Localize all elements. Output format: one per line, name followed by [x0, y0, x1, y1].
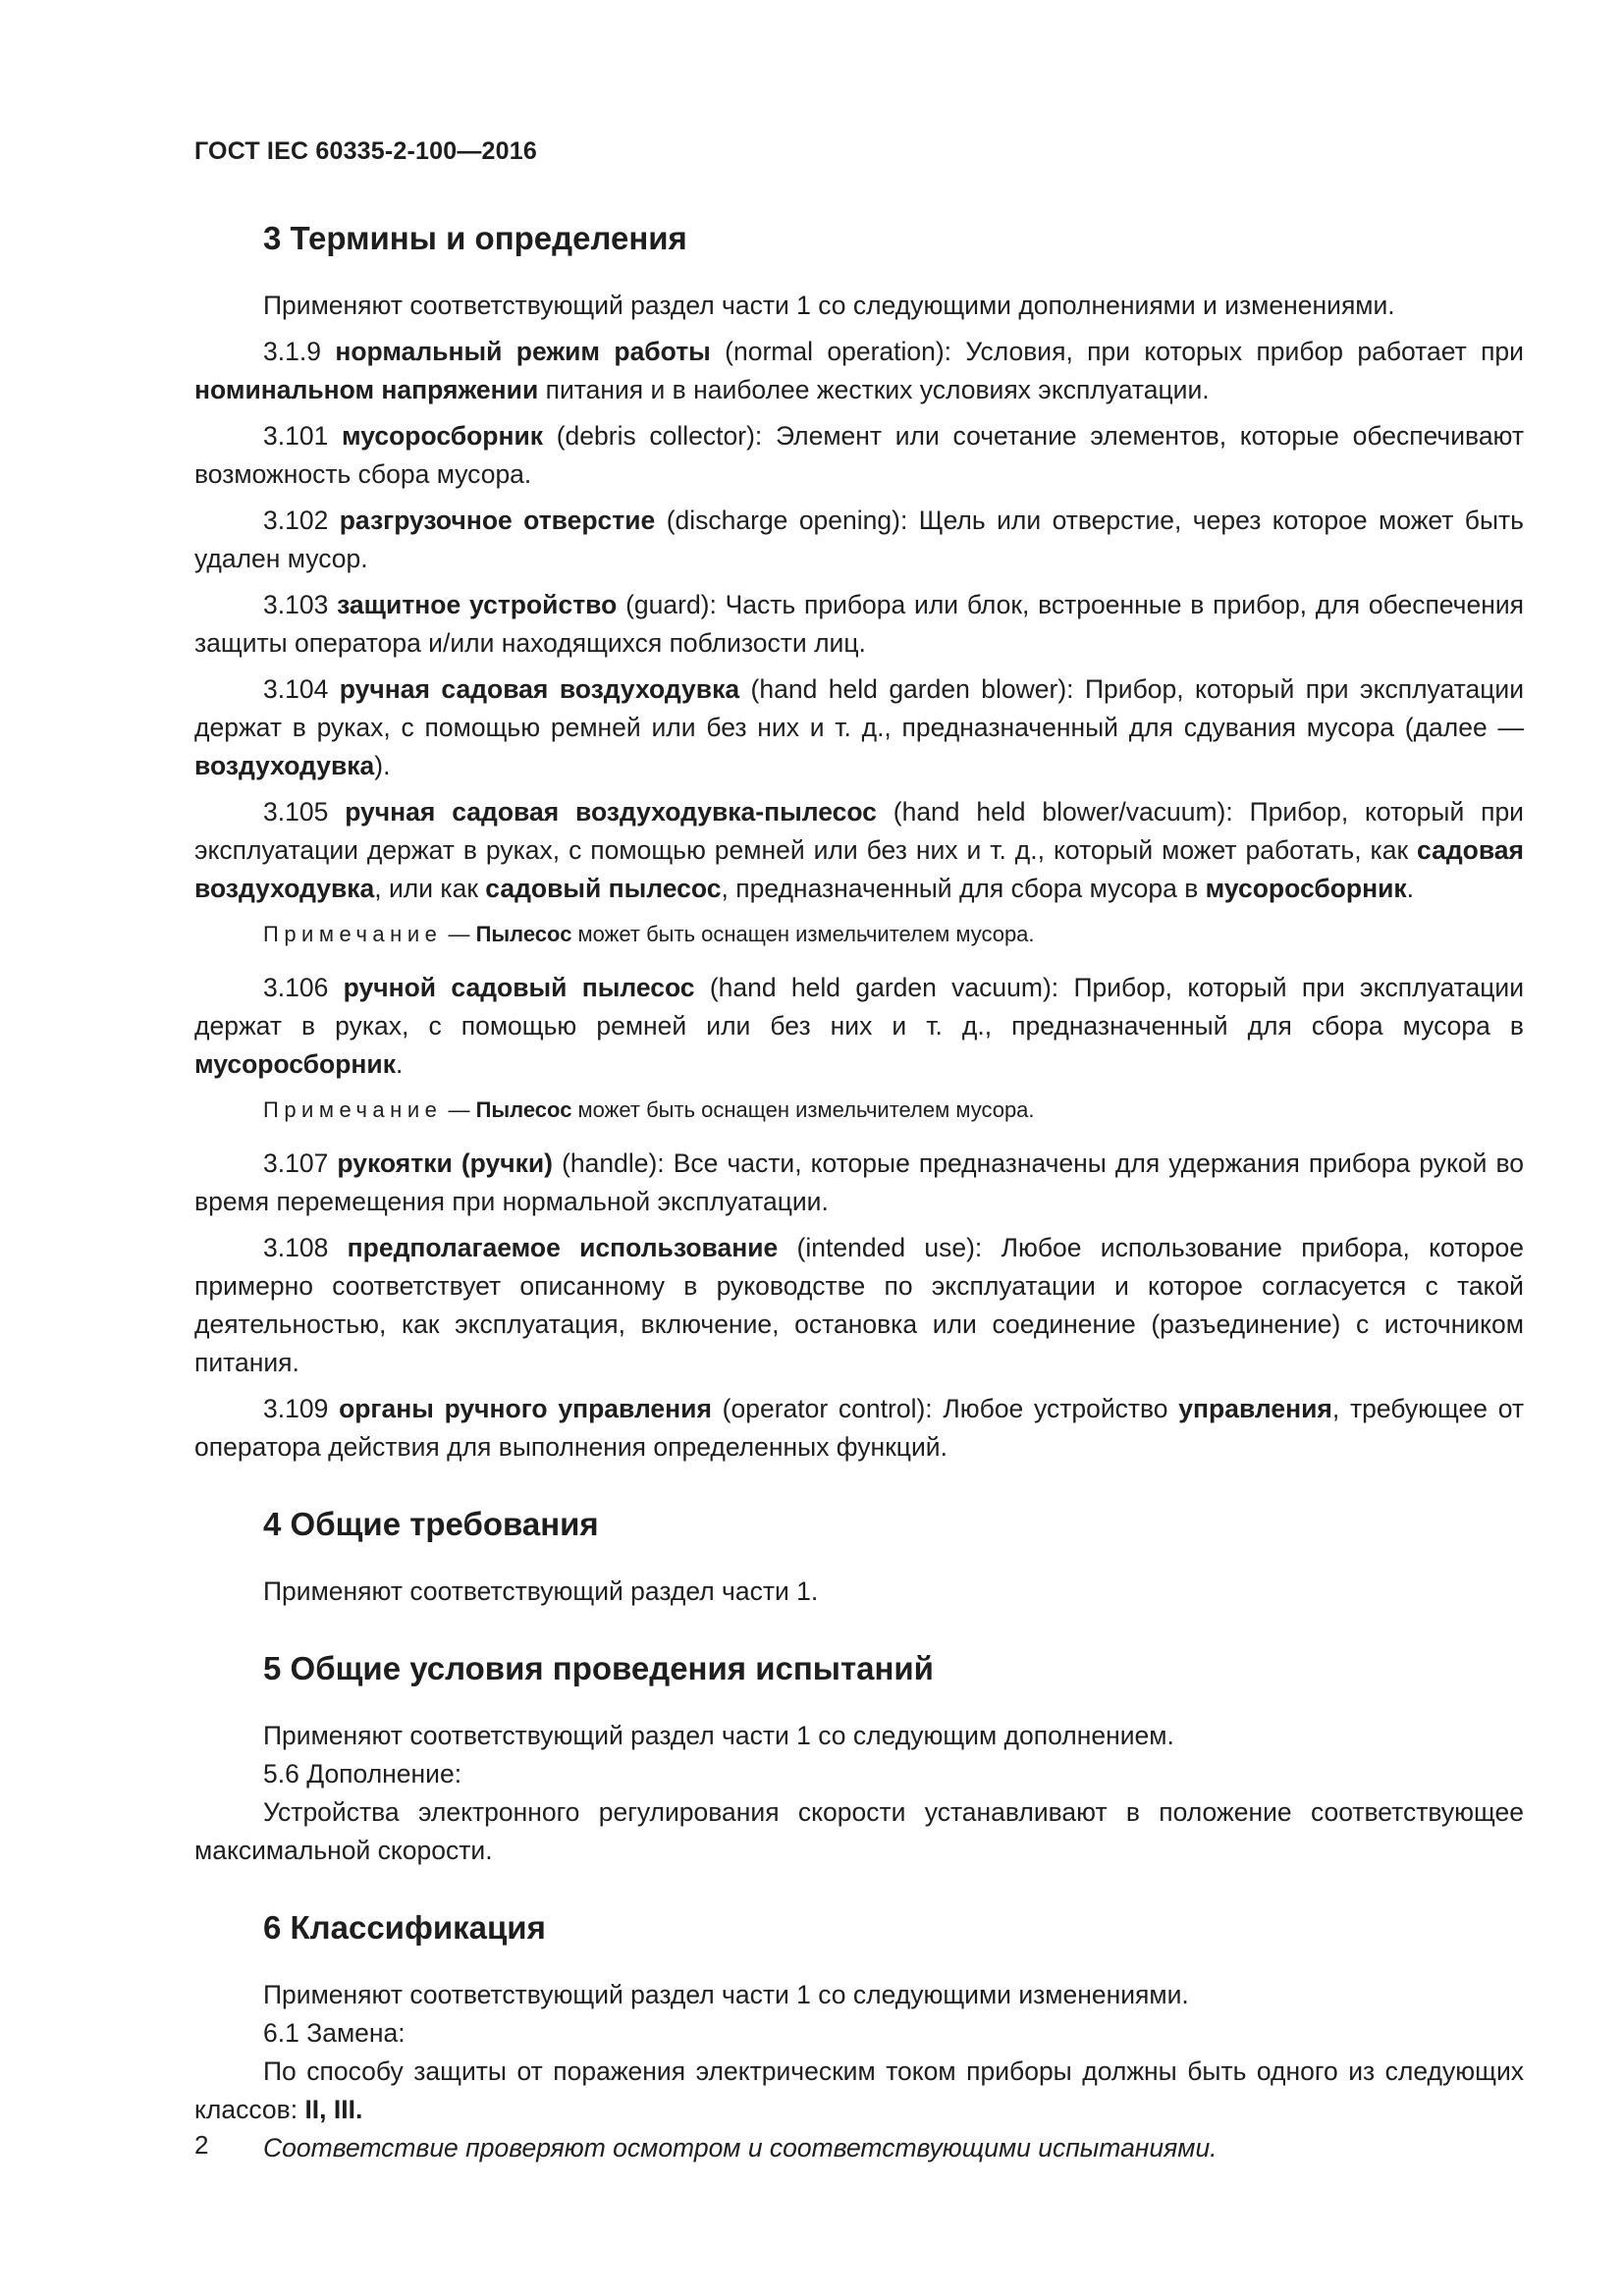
section-5 [194, 1650, 1524, 1870]
note-text: может быть оснащен измельчителем мусора. [571, 1097, 1035, 1122]
note-dash: — [442, 1097, 476, 1122]
term-text: , предназначенный для сбора мусора в [721, 874, 1206, 903]
term-text: (handle): Все части, которые предназначены для удержания прибора рукой во время перемещения при нормальной эксплуатации. [194, 1148, 1524, 1216]
term-text: (guard): Часть прибора или блок, встроенные в прибор, для обеспечения защиты оператора и/или находящихся поблизости лиц. [194, 590, 1524, 658]
term-3-108 [194, 1229, 1524, 1382]
section-6-1-text [194, 2053, 1524, 2129]
term-number: 3.104 [263, 674, 329, 704]
term-name: предполагаемое использование [347, 1233, 779, 1262]
term-bold-ref: номинальном напряжении [194, 375, 539, 404]
term-name: защитное устройство [337, 590, 618, 619]
note-label: Примечание [263, 922, 443, 946]
term-3-103 [194, 586, 1524, 663]
term-text: , требующее от оператора действия для выполнения определенных функций. [194, 1394, 1525, 1462]
section-3 [194, 220, 1524, 1467]
term-text: . [1406, 874, 1415, 903]
term-3-104 [194, 670, 1524, 785]
term-number: 3.108 [263, 1233, 329, 1262]
note-dash: — [442, 922, 476, 946]
section-4-intro: Применяют соответствующий раздел части 1. [263, 1576, 819, 1606]
section-5-6-label: 5.6 Дополнение: [263, 1759, 462, 1789]
term-text: . [395, 1049, 404, 1079]
term-bold-ref: мусоросборник [194, 1049, 396, 1079]
term-text: ). [374, 751, 391, 780]
section-5-intro: Применяют соответствующий раздел части 1 со следующим дополнением. [263, 1721, 1174, 1750]
term-text: питания и в наиболее жестких условиях эксплуатации. [538, 375, 1210, 404]
term-3-107 [194, 1145, 1524, 1221]
term-number: 3.102 [263, 506, 329, 535]
term-name: мусоросборник [342, 421, 544, 451]
term-number: 3.109 [263, 1394, 329, 1423]
term-3-109 [194, 1390, 1524, 1467]
section-heading-3: 3 Термины и определения [263, 220, 687, 256]
term-number: 3.101 [263, 421, 329, 451]
term-text: , или как [374, 874, 486, 903]
term-name: нормальный режим работы [335, 337, 711, 366]
note-label: Примечание [263, 1097, 443, 1122]
term-text: (discharge opening): Щель или отверстие, через которое может быть удален мусор. [194, 506, 1524, 573]
term-name: ручной садовый пылесос [343, 973, 695, 1002]
term-bold-ref: мусоросборник [1205, 874, 1407, 903]
term-number: 3.107 [263, 1148, 329, 1178]
note-3-106 [194, 1094, 1524, 1127]
term-number: 3.1.9 [263, 337, 321, 366]
class-list: II, III. [304, 2095, 363, 2124]
section-6-1-label: 6.1 Замена: [263, 2018, 406, 2048]
term-name: органы ручного управления [339, 1394, 712, 1423]
term-text: (hand held blower/vacuum): Прибор, который при эксплуатации держат в руках, с помощью ремней или без них и т. д., который может работать, как [194, 797, 1524, 865]
term-bold-ref: садовый пылесос [485, 874, 722, 903]
document-header: ГОСТ IEC 60335-2-100—2016 [194, 137, 537, 165]
document-page [194, 137, 1524, 2207]
section-heading-6: 6 Классификация [263, 1909, 546, 1946]
section-3-intro: Применяют соответствующий раздел части 1 со следующими дополнениями и изменениями. [263, 291, 1395, 320]
term-number: 3.105 [263, 797, 329, 827]
section-5-6-text: Устройства электронного регулирования скорости устанавливают в положение соответствующее максимальной скорости. [194, 1797, 1524, 1865]
section-6-intro: Применяют соответствующий раздел части 1 со следующими изменениями. [263, 1980, 1189, 2009]
term-number: 3.103 [263, 590, 329, 619]
term-3-101 [194, 417, 1524, 494]
section-6 [194, 1909, 1524, 2167]
section-heading-5: 5 Общие условия проведения испытаний [263, 1650, 934, 1686]
term-name: рукоятки (ручки) [337, 1148, 553, 1178]
term-bold-ref: садовая воздуходувка [194, 835, 1524, 903]
section-heading-4: 4 Общие требования [263, 1506, 599, 1542]
term-3-106 [194, 969, 1524, 1084]
term-name: ручная садовая воздуходувка-пылесос [345, 797, 877, 827]
term-text: (operator control): Любое устройство [711, 1394, 1179, 1423]
term-number: 3.106 [263, 973, 329, 1002]
term-text: (normal operation): Условия, при которых прибор работает при [710, 337, 1524, 366]
note-bold: Пылесос [475, 1097, 572, 1122]
section-6-1-text-body: По способу защиты от поражения электрическим током приборы должны быть одного из следующих классов: [194, 2056, 1524, 2124]
term-bold-ref: воздуходувка [194, 751, 375, 780]
section-4 [194, 1506, 1524, 1611]
term-3-102 [194, 502, 1524, 578]
term-name: разгрузочное отверстие [339, 506, 656, 535]
term-3-105 [194, 793, 1524, 908]
term-text: (hand held garden vacuum): Прибор, который при эксплуатации держат в руках, с помощью ремней или без них и т. д., предназначенный для сбора мусора в [194, 973, 1525, 1041]
term-name: ручная садовая воздуходувка [339, 674, 740, 704]
term-text: (hand held garden blower): Прибор, который при эксплуатации держат в руках, с помощью ремней или без них и т. д., предназначенный для сдувания мусора (далее — [194, 674, 1525, 742]
note-bold: Пылесос [475, 922, 572, 946]
note-3-105 [194, 918, 1524, 951]
term-text: (intended use): Любое использование прибора, которое примерно соответствует описанному в руководстве по эксплуатации и которое согласуется с такой деятельностью, как эксплуатация, включение, остановка или соединение (разъединение) с источником питания. [194, 1233, 1524, 1377]
term-bold-ref: управления [1178, 1394, 1332, 1423]
note-text: может быть оснащен измельчителем мусора. [571, 922, 1035, 946]
term-text: (debris collector): Элемент или сочетание элементов, которые обеспечивают возможность сбора мусора. [194, 421, 1524, 489]
term-3-1-9 [194, 333, 1524, 409]
page-number: 2 [194, 2130, 209, 2160]
compliance-statement: Соответствие проверяют осмотром и соответствующими испытаниями. [263, 2133, 1218, 2163]
